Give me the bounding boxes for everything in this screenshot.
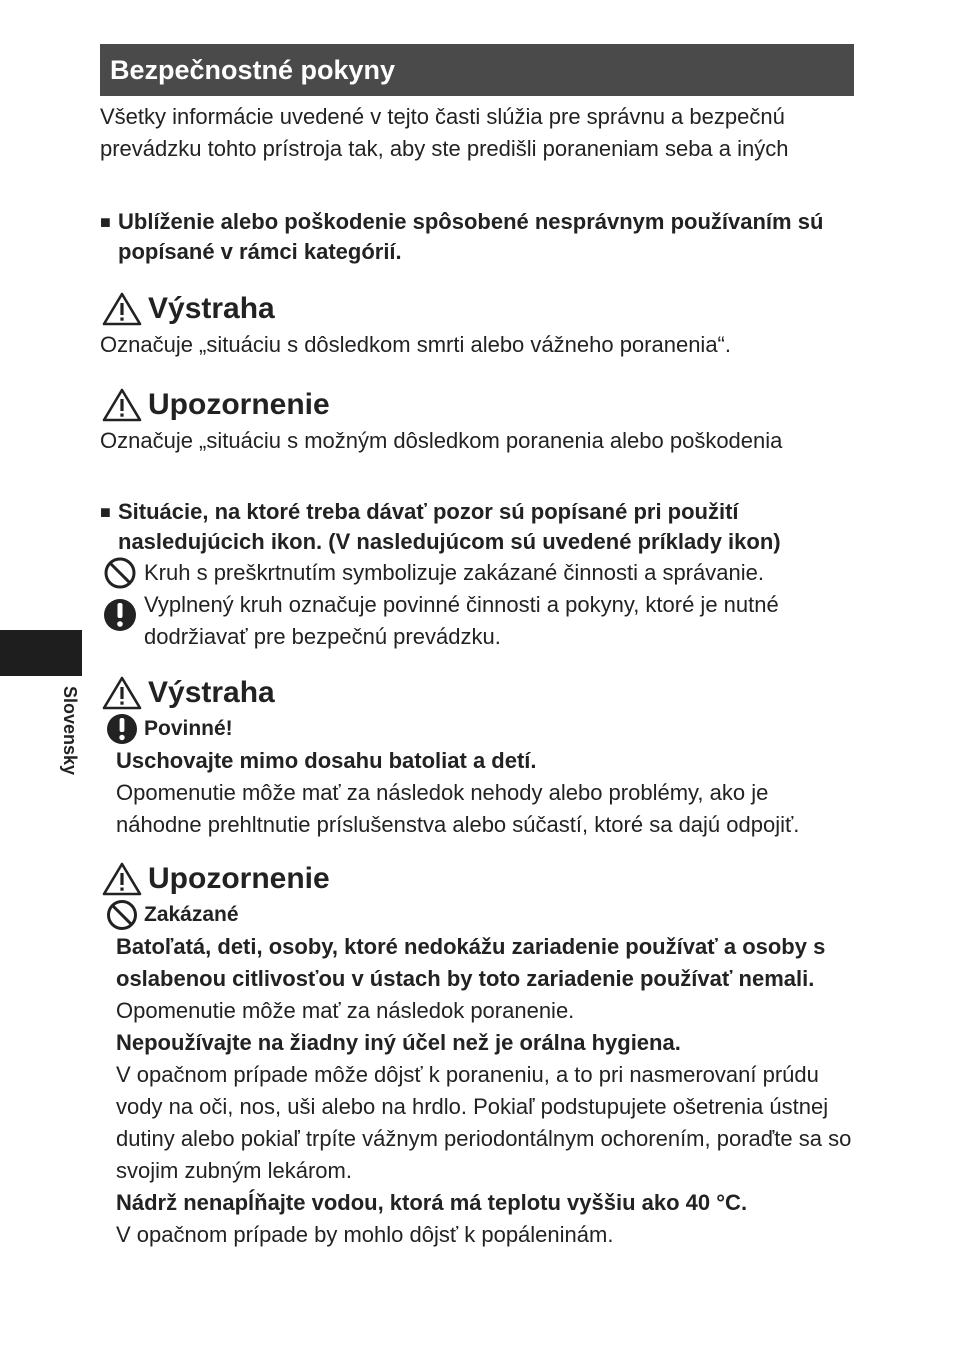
prohibit-icon: [104, 899, 140, 931]
mandatory-label-text: Povinné!: [144, 717, 233, 740]
icon-prohibit-desc: Kruh s preškrtnutím symbolizuje zakázané činnosti a správanie.: [144, 560, 764, 585]
legend-warning-desc: Označuje „situáciu s dôsledkom smrti alebo vážneho poranenia“.: [100, 332, 731, 357]
caution-section-title-text: Upozornenie: [148, 862, 330, 895]
page-content: [100, 44, 854, 1251]
prohibited-label-text: Zakázané: [144, 903, 239, 926]
square-bullet-icon: ■: [100, 502, 111, 522]
prohibited-label: [104, 899, 854, 931]
section-header: Bezpečnostné pokyny: [100, 44, 854, 96]
prohibit-icon: [100, 557, 140, 589]
caution-instruction-3: Nádrž nenapĺňajte vodou, ktorá má teplotu vyššiu ako 40 °C.: [116, 1190, 748, 1215]
language-tab-marker: [0, 630, 82, 676]
legend-warning-title-text: Výstraha: [148, 292, 275, 325]
warning-instruction: Uschovajte mimo dosahu batoliat a detí.: [116, 748, 537, 773]
caution-instruction-2: Nepoužívajte na žiadny iný účel než je orálna hygiena.: [116, 1030, 681, 1055]
caution-consequence-3: V opačnom prípade by mohlo dôjsť k popáleninám.: [116, 1222, 614, 1247]
legend-warning-title: [100, 289, 854, 329]
caution-instruction-1: Batoľatá, deti, osoby, ktoré nedokážu zariadenie používať a osoby s oslabenou citlivosťou v ústach by toto zariadenie používať nemali.: [116, 934, 826, 991]
warning-section-title-text: Výstraha: [148, 676, 275, 709]
language-side-label: Slovensky: [60, 686, 80, 776]
warning-section-title: [100, 673, 854, 713]
caution-section-title: [100, 859, 854, 899]
legend-caution-desc: Označuje „situáciu s možným dôsledkom poranenia alebo poškodenia: [100, 428, 783, 453]
warning-consequence: Opomenutie môže mať za následok nehody alebo problémy, ako je náhodne prehltnutie príslušenstva alebo súčastí, ktoré sa dajú odpojiť.: [116, 780, 800, 837]
icon-prohibit-row: [100, 557, 854, 589]
caution-consequence-1: Opomenutie môže mať za následok poranenie.: [116, 998, 575, 1023]
icon-mandatory-row: [100, 589, 854, 653]
mandatory-label: [104, 713, 854, 745]
category-heading-text: Ublíženie alebo poškodenie spôsobené nesprávnym používaním sú popísané v rámci kategórií.: [118, 209, 824, 264]
caution-triangle-icon: [102, 862, 142, 896]
icon-mandatory-desc: Vyplnený kruh označuje povinné činnosti a pokyny, ktoré je nutné dodržiavať pre bezpečnú prevádzku.: [144, 592, 779, 649]
caution-triangle-icon: [102, 388, 142, 422]
intro-text: Všetky informácie uvedené v tejto časti slúžia pre správnu a bezpečnú prevádzku tohto prístroja tak, aby ste predišli poraneniam seba a iných: [100, 104, 789, 161]
legend-caution-title-text: Upozornenie: [148, 388, 330, 421]
warning-triangle-icon: [102, 292, 142, 326]
mandatory-icon: [100, 595, 140, 635]
square-bullet-icon: ■: [100, 212, 111, 232]
icons-heading-text: Situácie, na ktoré treba dávať pozor sú popísané pri použití nasledujúcich ikon. (V nasledujúcom sú uvedené príklady ikon): [118, 499, 781, 554]
icons-heading: [100, 497, 854, 557]
category-heading: [100, 207, 854, 267]
caution-consequence-2: V opačnom prípade môže dôjsť k poraneniu, a to pri nasmerovaní prúdu vody na oči, nos, uši alebo na hrdlo. Pokiaľ podstupujete ošetrenia ústnej dutiny alebo pokiaľ trpíte vážnym periodontálnym ochorením, poraďte sa so svojim zubným lekárom.: [116, 1062, 852, 1183]
legend-caution-title: [100, 385, 854, 425]
mandatory-icon: [104, 713, 140, 745]
warning-triangle-icon: [102, 676, 142, 710]
